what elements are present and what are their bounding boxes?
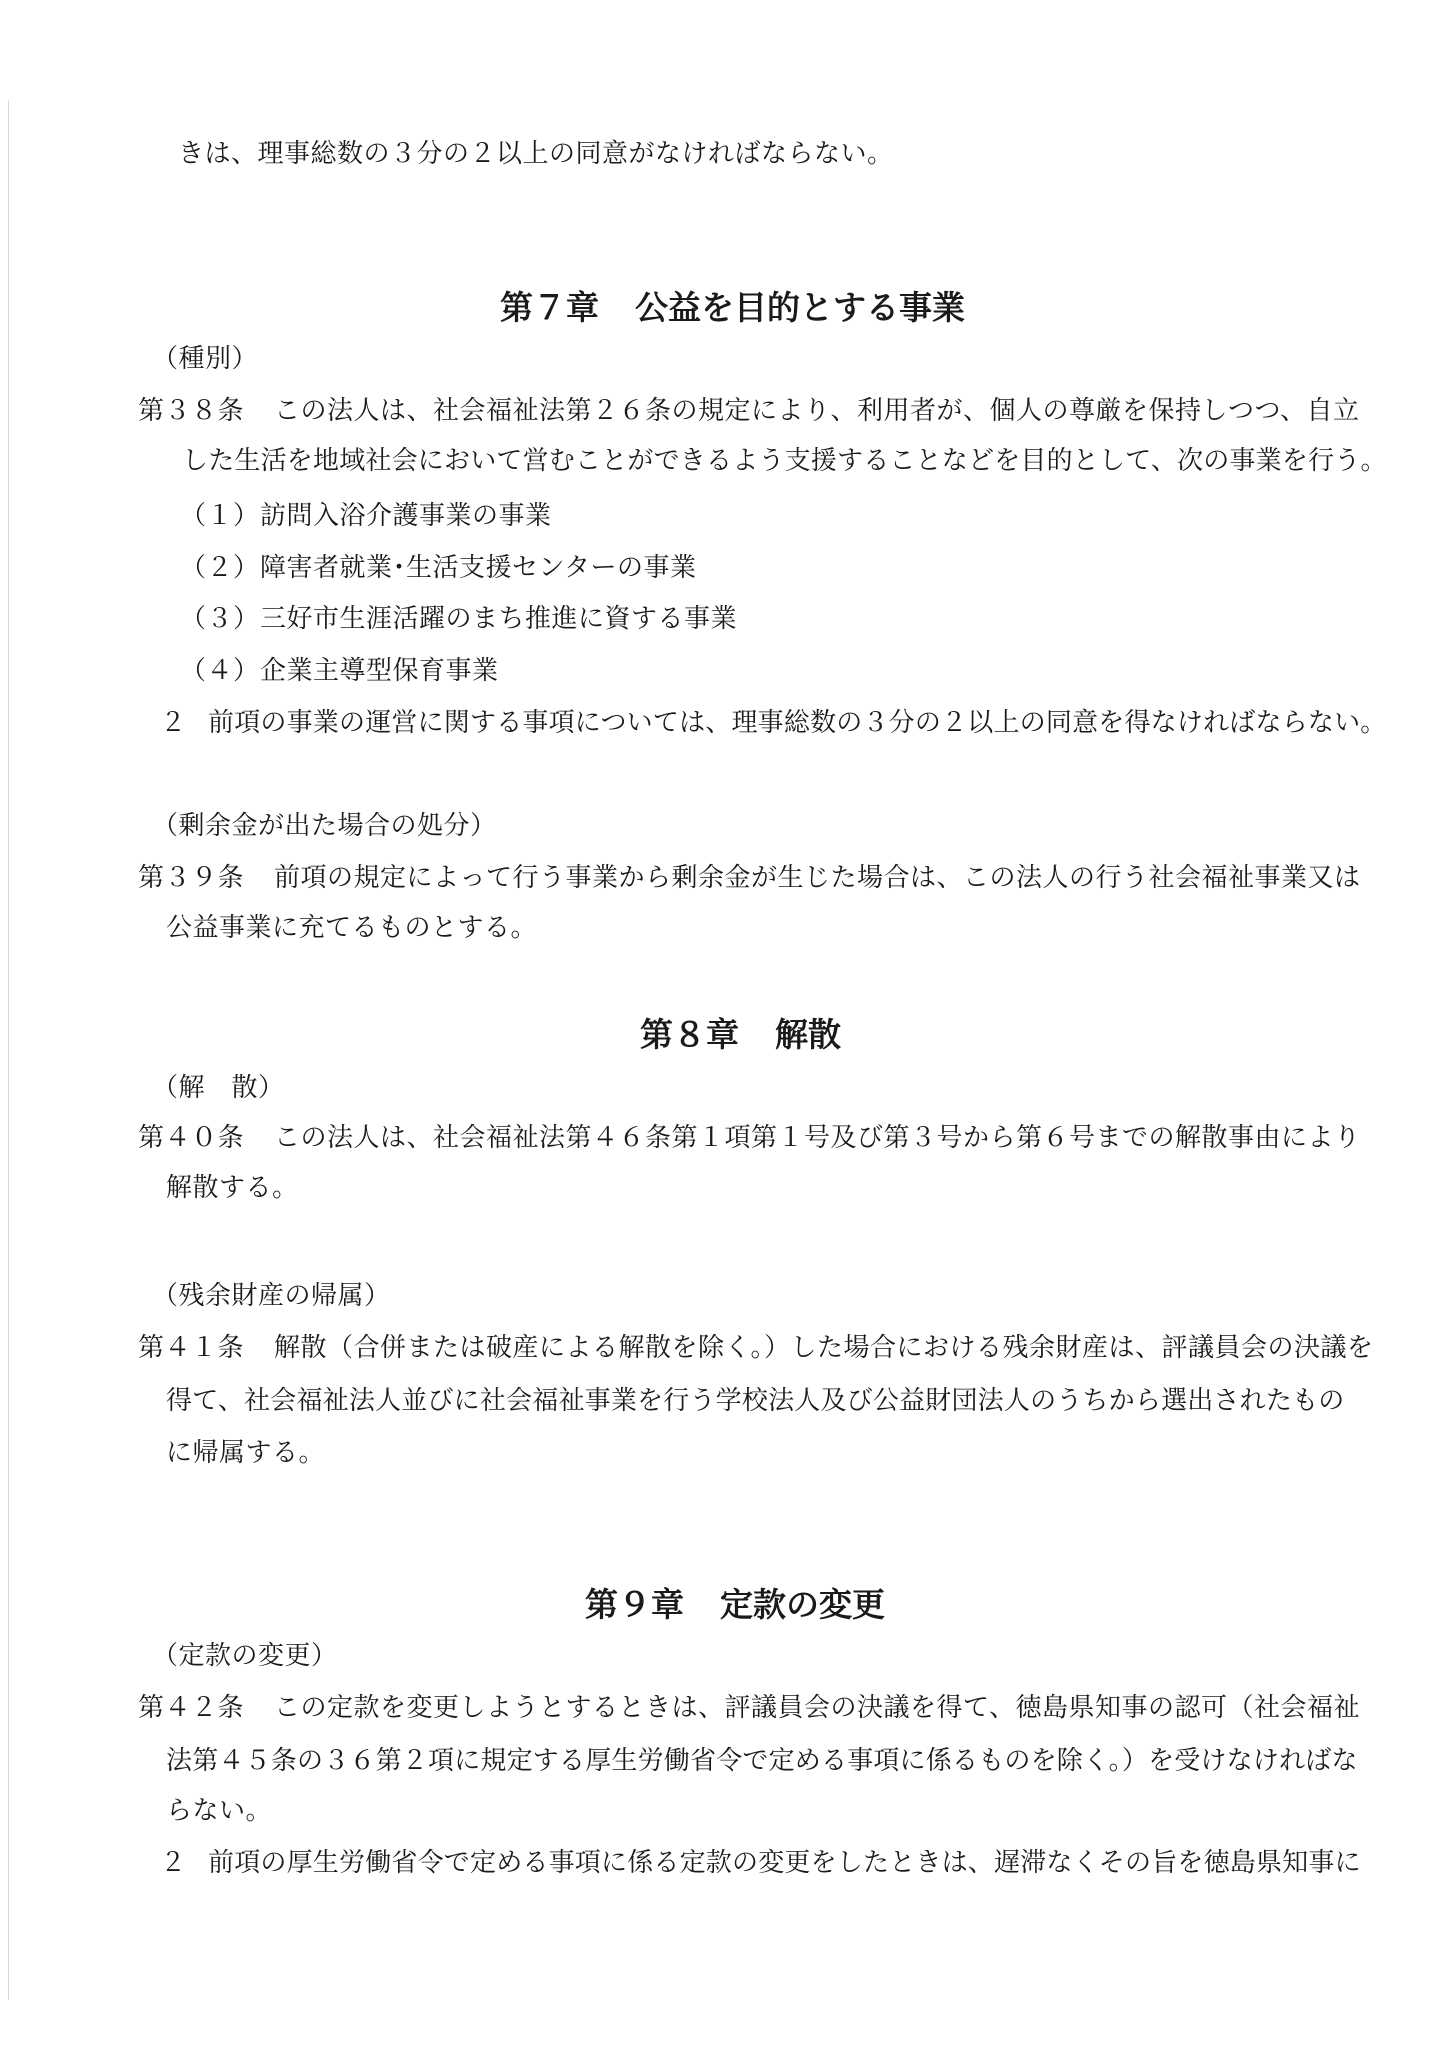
chapter-9-title: 定款の変更 [720, 1585, 885, 1624]
article-38-caption: （種別） [152, 344, 259, 374]
article-42-line-2: 法第４５条の３６第２項に規定する厚生労働省令で定める事項に係るものを除く。）を受けなければな [166, 1746, 1358, 1776]
article-39-line-2: 公益事業に充てるものとする。 [166, 913, 538, 943]
continuation-text: きは、理事総数の３分の２以上の同意がなければならない。 [178, 139, 894, 169]
list-item: （２）障害者就業･生活支援センターの事業 [180, 553, 697, 583]
article-39-number: 第３９条 [138, 863, 245, 893]
chapter-8-title: 解散 [775, 1015, 841, 1054]
article-42-paragraph-2: ２ 前項の厚生労働省令で定める事項に係る定款の変更をしたときは、遅滞なくその旨を徳島県知事に [160, 1848, 1361, 1878]
chapter-8-number: 第８章 [640, 1015, 739, 1054]
article-41-line-3: に帰属する。 [166, 1438, 326, 1468]
article-42-number: 第４２条 [138, 1693, 245, 1723]
article-41-caption: （残余財産の帰属） [152, 1281, 391, 1311]
chapter-8-heading [640, 1015, 841, 1055]
chapter-7-heading [500, 288, 965, 328]
article-38-text-1: この法人は、社会福祉法第２６条の規定により、利用者が、個人の尊厳を保持しつつ、自立 [274, 396, 1360, 426]
chapter-9-number: 第９章 [585, 1585, 684, 1624]
chapter-7-title: 公益を目的とする事業 [635, 288, 965, 327]
article-41-number: 第４１条 [138, 1333, 245, 1363]
article-40-caption: （解 散） [152, 1073, 285, 1103]
article-39-line-1: 第３９条 前項の規定によって行う事業から剰余金が生じた場合は、この法人の行う社会福祉事業又は [138, 863, 1361, 893]
article-40-line-2: 解散する。 [166, 1173, 299, 1203]
article-42-caption: （定款の変更） [152, 1641, 338, 1671]
article-40-number: 第４０条 [138, 1123, 245, 1153]
chapter-9-heading [585, 1585, 885, 1625]
scan-edge-line [8, 100, 9, 2000]
article-38-line-1 [138, 395, 1359, 427]
article-38-paragraph-2: ２ 前項の事業の運営に関する事項については、理事総数の３分の２以上の同意を得なければならない。 [160, 708, 1387, 738]
article-41-line-2: 得て、社会福祉法人並びに社会福祉事業を行う学校法人及び公益財団法人のうちから選出されたもの [166, 1386, 1345, 1416]
list-item: （３）三好市生涯活躍のまち推進に資する事業 [180, 604, 738, 634]
article-42-line-1: 第４２条 この定款を変更しようとするときは、評議員会の決議を得て、徳島県知事の認可（社会福祉 [138, 1693, 1360, 1723]
article-39-caption: （剰余金が出た場合の処分） [152, 811, 497, 841]
article-42-line-3: らない。 [166, 1796, 273, 1826]
chapter-7-number: 第７章 [500, 288, 599, 327]
article-38-line-2: した生活を地域社会において営むことができるよう支援することなどを目的として、次の事業を行う。 [182, 446, 1387, 476]
article-38-number: 第３８条 [138, 396, 245, 426]
list-item: （４）企業主導型保育事業 [180, 656, 499, 686]
article-40-line-1: 第４０条 この法人は、社会福祉法第４６条第１項第１号及び第３号から第６号までの解散事由により [138, 1123, 1361, 1153]
list-item: （１）訪問入浴介護事業の事業 [180, 501, 552, 531]
article-41-line-1: 第４１条 解散（合併または破産による解散を除く。）した場合における残余財産は、評議員会の決議を [138, 1333, 1374, 1363]
